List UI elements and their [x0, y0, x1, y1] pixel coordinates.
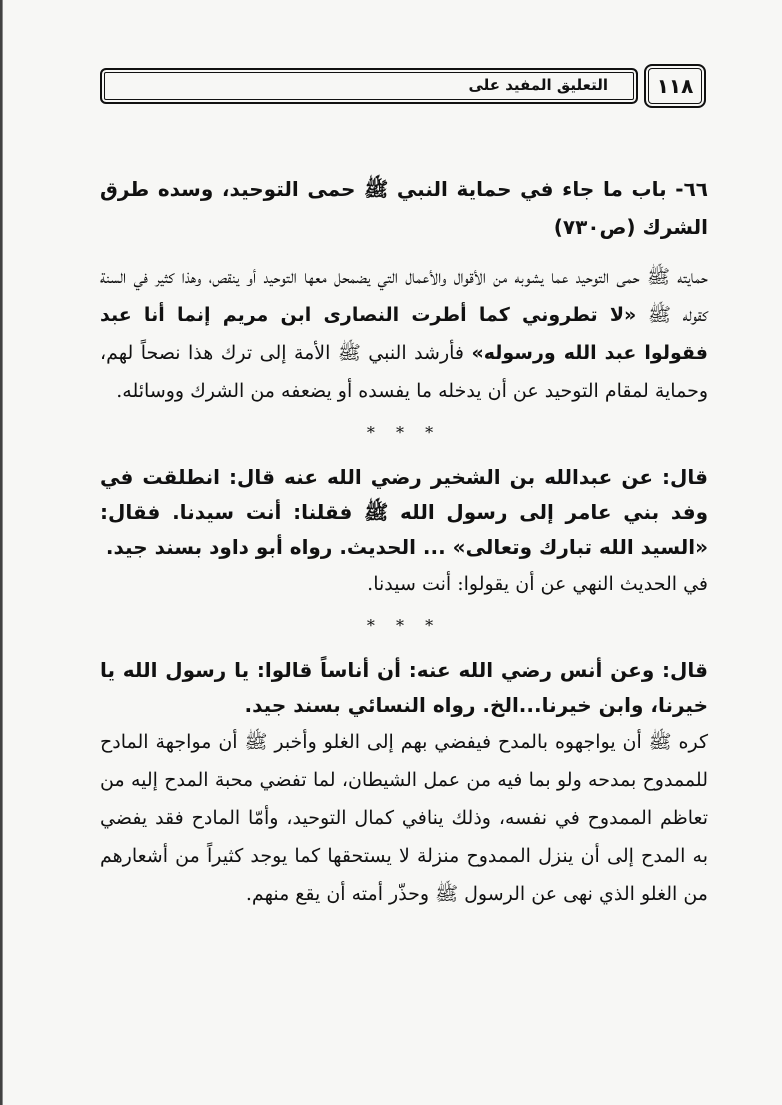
commentary-text-start: حمايته ﷺ حمى التوحيد عما يشوبه من الأقوال والأعمال التي يضمحل معها التوحيد أو ينقص، وهذا كثير في السنة كقوله ﷺ [100, 266, 709, 326]
section-separator-1: * * * [366, 423, 442, 442]
running-title-box [100, 68, 638, 104]
book-spine-edge [0, 0, 6, 1105]
page-content [100, 170, 708, 913]
page-header [100, 64, 706, 110]
running-title: التعليق المفيد على [468, 76, 608, 94]
page-number: ١١٨ [656, 74, 694, 98]
commentary-text-end: فأرشد النبي ﷺ الأمة إلى ترك هذا نصحاً لهم، وحماية لمقام التوحيد عن أن يدخله ما يفسده أو يضعفه من الشرك ووسائله. [100, 342, 708, 402]
chapter-heading: ٦٦- باب ما جاء في حماية النبي ﷺ حمى التوحيد، وسده طرق الشرك (ص٧٣٠) [100, 177, 708, 239]
commentary-note-1: في الحديث النهي عن أن يقولوا: أنت سيدنا. [367, 573, 708, 595]
hadith-text-1: قال: عن عبدالله بن الشخير رضي الله عنه قال: انطلقت في وفد بني عامر إلى رسول الله ﷺ فقلنا: أنت سيدنا. فقال: «السيد الله تبارك وتعالى» ... الحديث. رواه أبو داود بسند جيد. [100, 465, 708, 559]
commentary-paragraph-2: كره ﷺ أن يواجهوه بالمدح فيفضي بهم إلى الغلو وأخبر ﷺ أن مواجهة المادح للممدوح بمدحه ولو بما فيه من عمل الشيطان، لما تفضي محبة المدح إليه من تعاظم الممدوح في نفسه، وذلك ينافي كمال التوحيد، وأمّا المادح فقد يفضي به المدح إلى أن ينزل الممدوح منزلة لا يستحقها كما يوجد كثيراً من أشعارهم من الغلو الذي نهى عن الرسول ﷺ وحذّر أمته أن يقع منهم. [100, 731, 708, 905]
hadith-text-2: قال: وعن أنس رضي الله عنه: أن أناساً قالوا: يا رسول الله يا خيرنا، وابن خيرنا...الخ. رواه النسائي بسند جيد. [100, 658, 708, 717]
hadith-quote: «لا تطروني كما أطرت النصارى ابن مريم إنما أنا عبد فقولوا عبد الله ورسوله» [100, 304, 708, 364]
commentary-paragraph-1 [100, 258, 708, 410]
page-number-box [644, 64, 706, 108]
section-separator-2: * * * [366, 616, 442, 635]
